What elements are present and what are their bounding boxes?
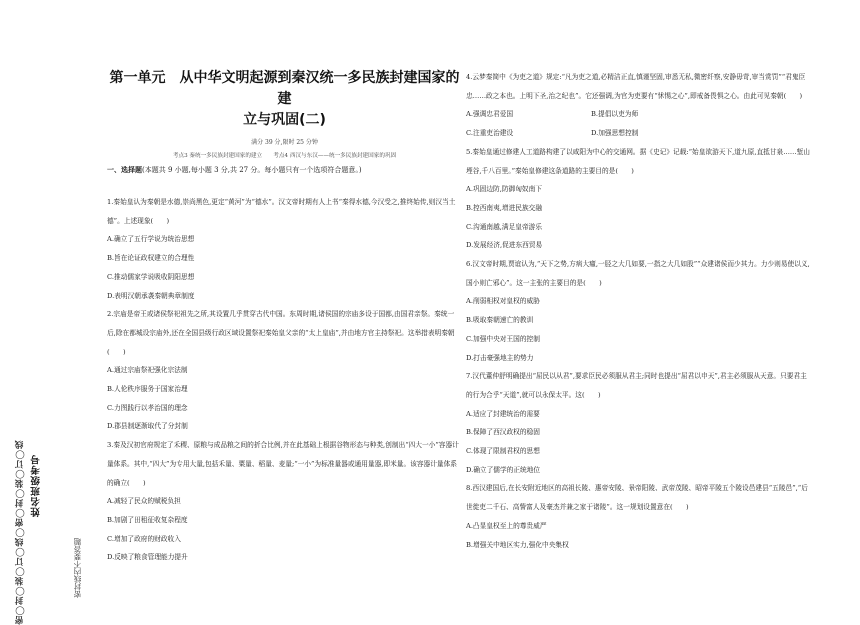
- question-option: C.增加了政府的财政收入: [107, 534, 181, 543]
- question-stem: 6.汉文帝时期,贾谊认为,“天下之势,方病大瘇,一胫之大几如要,一指之大几如股”“众建诸侯而少其力。力少则易使以义,国小则亡邪心”。这一主张的主要目的是( ): [466, 260, 810, 287]
- question: [466, 367, 811, 479]
- exam-scope: 考点3 秦统一多民族封建国家的建立 考点4 西汉与东汉——统一多民族封建国家的巩固: [172, 153, 397, 159]
- question-stem: 1.秦始皇认为秦朝是水德,崇尚黑色,更定“黄河”为“德水”。汉文帝时期有人上书“秦得水德,今汉受之,推终始传,则汉当土德”。上述现象( ): [107, 198, 456, 225]
- question-option: D.加强思想控制: [591, 129, 639, 138]
- question-option: B.增强关中地区实力,强化中央集权: [466, 540, 569, 549]
- question-option: C.力图践行以孝治国的理念: [107, 403, 188, 412]
- question-option: B.加剧了田租征收复杂程度: [107, 515, 188, 524]
- question-option: D.反映了粮食管理能力提升: [107, 553, 188, 562]
- question-option: D.打击豪强地主的势力: [466, 353, 534, 362]
- question: [466, 255, 811, 367]
- question-option-row: [466, 124, 811, 143]
- question: [466, 479, 811, 554]
- seal-line-text: 密◯封◯装◯订◯线◯密◯封◯装◯订◯线: [15, 440, 25, 625]
- left-column: [107, 68, 462, 567]
- question-option-row: [466, 105, 811, 124]
- section-instruction: (本题共 9 小题,每小题 3 分,共 27 分。每小题只有一个选项符合题意。): [142, 166, 362, 174]
- question-stem: 2.宗庙是帝王或诸侯祭祀祖先之所,其设置几乎贯穿古代中国。东周时期,诸侯国的宗庙多设于国都,由国君亲祭。秦统一后,除在都城设宗庙外,还在全国县级行政区域设置祭祀秦始皇父亲的“太上皇庙”,并由地方官主持祭祀。这举措表明秦朝( ): [107, 310, 455, 356]
- question-option: D.确立了儒学的正统地位: [466, 465, 541, 474]
- left-question-list: [107, 193, 462, 567]
- question-option: A.削弱相权对皇权的威胁: [466, 297, 540, 306]
- question-stem: 7.汉代董仲舒明确提出“屈民以从君”,要求臣民必须服从君主;同时也提出“屈君以申天”,君主必须服从天意。只要君主的行为合乎“天道”,就可以永保太平。这( ): [466, 372, 807, 399]
- question-option: B.人伦秩序服务于国家治理: [107, 385, 188, 394]
- question-stem: 8.西汉建国后,在长安附近地区的高祖长陵、惠帝安陵、景帝阳陵、武帝茂陵、昭帝平陵五个陵设邑建县“五陵邑”,“后世徙吏二千石、高訾富人及豪杰并兼之家于诸陵”。这一规划设置意在( ): [466, 484, 808, 512]
- section-label: 一、选择题: [107, 166, 142, 174]
- question-option: C.体现了限制君权的思想: [466, 447, 540, 456]
- question-option: B.旨在论证政权建立的合理性: [107, 254, 195, 263]
- question-option: B.吸取秦朝速亡的教训: [466, 316, 534, 325]
- question-option: C.沟通南越,满足皇帝游乐: [466, 222, 543, 231]
- question-option: C.加强中央对王国的控制: [466, 334, 540, 343]
- title-line-2: 立与巩固(二): [243, 112, 326, 128]
- question-option: A.减轻了民众的赋税负担: [107, 497, 181, 506]
- question: [107, 305, 462, 436]
- question-option: A.巩固边防,防御匈奴南下: [466, 185, 542, 194]
- seal-line-note: 密封线内不要答题: [73, 538, 82, 598]
- question-option: B.保障了西汉政权的稳固: [466, 428, 540, 437]
- question-option: B.控西南夷,增进民族交融: [466, 203, 543, 212]
- page-title: [107, 68, 462, 131]
- binding-margin: [14, 440, 84, 625]
- question-option: D.郡县制逐渐取代了分封制: [107, 422, 188, 431]
- question-option: B.提倡以吏为师: [591, 110, 639, 119]
- question-option: A.确立了五行学说为统治思想: [107, 235, 195, 244]
- question-stem: 4.云梦秦简中《为吏之道》规定:“凡为吏之道,必精洁正直,慎谨坚固,审悉无私,微密纤察,安静毋苛,审当赏罚”“君鬼臣忠……政之本也。上明下圣,治之纪也”。它还强调,为官为吏要有“怵惕之心”,即戒备畏惧之心。由此可见秦朝( ): [466, 73, 806, 100]
- question-option: C.注重吏治建设: [466, 129, 514, 138]
- student-info-fields: 姓名班级考号: [31, 454, 42, 517]
- right-question-list: [466, 68, 811, 554]
- question-stem: 3.秦及汉初官府规定了禾稷、原粮与成品粮之间的折合比例,并在此基础上根据谷物形态与种类,创制出“四大一小”容器计量体系。其中,“四大”为专用大量,包括禾量、粟量、稻量、麦量;“一小”为标准量器或通用量器,即米量。该容器计量体系的确立( ): [107, 441, 459, 487]
- question-option: A.强调忠君爱国: [466, 110, 514, 119]
- exam-meta: 满分 39 分,限时 25 分钟: [251, 139, 318, 146]
- question-option: D.表明汉朝承袭秦朝典章制度: [107, 291, 195, 300]
- question: [466, 68, 811, 143]
- question-option: A.适应了封建统治的需要: [466, 409, 540, 418]
- question-option: A.凸显皇权至上的尊贵威严: [466, 521, 547, 530]
- title-line-1: 第一单元 从中华文明起源到秦汉统一多民族封建国家的建: [109, 70, 460, 107]
- question-option: A.通过宗庙祭祀强化宗法制: [107, 366, 188, 375]
- question-stem: 5.秦始皇通过修建人工道路构建了以咸阳为中心的交通网。据《史记》记载:“始皇欲游天下,道九原,直抵甘泉……堑山堙谷,千八百里。”秦始皇修建这条道路的主要目的是( ): [466, 147, 810, 175]
- question-option: D.发展经济,促进东西贸易: [466, 241, 543, 250]
- question: [107, 193, 462, 305]
- question: [107, 436, 462, 567]
- question: [466, 143, 811, 255]
- section-heading: [107, 165, 462, 175]
- right-column: [466, 68, 811, 554]
- question-option: C.推动儒家学说吸收阴阳思想: [107, 272, 195, 281]
